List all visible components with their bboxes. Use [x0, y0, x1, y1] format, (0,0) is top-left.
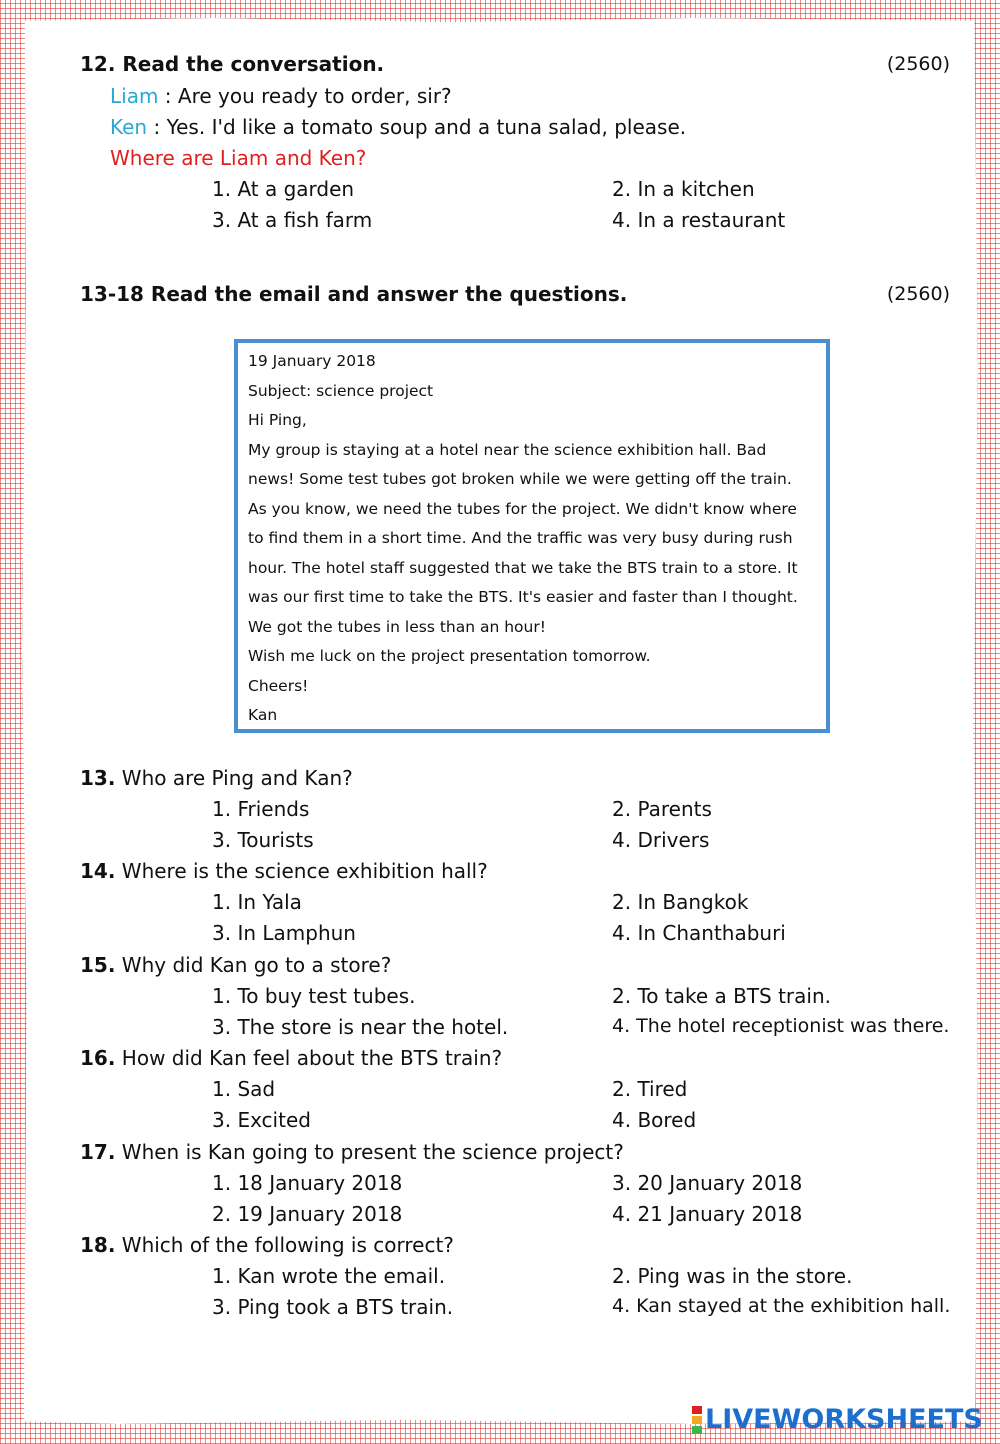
speaker-liam: Liam: [110, 84, 159, 108]
email-signoff: Cheers!: [248, 676, 309, 695]
q12-liam-line: [110, 84, 452, 108]
q16-option-2[interactable]: 2. Tired: [612, 1077, 688, 1101]
logo-icon: [692, 1405, 702, 1435]
q14-option-2[interactable]: 2. In Bangkok: [612, 890, 749, 914]
logo-text: LIVEWORKSHEETS: [705, 1404, 983, 1435]
question-text: Why did Kan go to a store?: [115, 953, 392, 977]
q16-option-1[interactable]: 1. Sad: [212, 1077, 276, 1101]
ken-text: : Yes. I'd like a tomato soup and a tuna salad, please.: [147, 115, 687, 139]
email-box: [234, 339, 830, 733]
question-text: Which of the following is correct?: [115, 1233, 454, 1257]
email-body-line: news! Some test tubes got broken while we were getting off the train.: [248, 470, 792, 488]
q18-option-3[interactable]: 3. Ping took a BTS train.: [212, 1295, 454, 1319]
section-year: (2560): [886, 283, 950, 305]
q13-option-4[interactable]: 4. Drivers: [612, 828, 710, 852]
q14-option-3[interactable]: 3. In Lamphun: [212, 921, 356, 945]
q15-option-2[interactable]: 2. To take a BTS train.: [612, 984, 831, 1008]
q14-option-4[interactable]: 4. In Chanthaburi: [612, 921, 786, 945]
q16-option-3[interactable]: 3. Excited: [212, 1108, 311, 1132]
q16-option-4[interactable]: 4. Bored: [612, 1108, 697, 1132]
question-text: Who are Ping and Kan?: [115, 766, 353, 790]
email-body-line: to find them in a short time. And the traffic was very busy during rush: [248, 529, 793, 547]
question-14: [80, 859, 488, 883]
q17-option-1[interactable]: 1. 18 January 2018: [212, 1171, 403, 1195]
liveworksheets-logo[interactable]: [692, 1404, 983, 1435]
q12-option-2[interactable]: 2. In a kitchen: [612, 177, 755, 201]
q12-year: (2560): [886, 53, 950, 75]
question-15: [80, 953, 391, 977]
q18-option-4[interactable]: 4. Kan stayed at the exhibition hall.: [612, 1295, 951, 1317]
email-body-line: was our first time to take the BTS. It's easier and faster than I thought.: [248, 588, 798, 606]
email-subject: Subject: science project: [248, 381, 434, 400]
q12-heading: 12. Read the conversation.: [80, 52, 385, 76]
question-18: [80, 1233, 454, 1257]
q13-option-1[interactable]: 1. Friends: [212, 797, 310, 821]
speaker-ken: Ken: [110, 115, 148, 139]
question-number: 13.: [80, 766, 116, 790]
question-number: 16.: [80, 1046, 116, 1070]
question-number: 15.: [80, 953, 116, 977]
email-body-line: hour. The hotel staff suggested that we take the BTS train to a store. It: [248, 558, 798, 577]
question-16: [80, 1046, 502, 1070]
q17-option-4[interactable]: 4. 21 January 2018: [612, 1202, 803, 1226]
question-number: 17.: [80, 1140, 116, 1164]
email-body-line: Wish me luck on the project presentation tomorrow.: [248, 647, 651, 665]
q12-option-4[interactable]: 4. In a restaurant: [612, 208, 786, 232]
q12-option-1[interactable]: 1. At a garden: [212, 177, 355, 201]
q15-option-4[interactable]: 4. The hotel receptionist was there.: [612, 1015, 950, 1037]
question-13: [80, 766, 353, 790]
email-body-line: We got the tubes in less than an hour!: [248, 617, 546, 636]
liam-text: : Are you ready to order, sir?: [158, 84, 452, 108]
q12-ken-line: [110, 115, 686, 139]
q15-option-3[interactable]: 3. The store is near the hotel.: [212, 1015, 509, 1039]
q12-question: Where are Liam and Ken?: [110, 146, 367, 170]
q17-option-3[interactable]: 3. 20 January 2018: [612, 1171, 803, 1195]
question-text: When is Kan going to present the science project?: [115, 1140, 624, 1164]
q18-option-2[interactable]: 2. Ping was in the store.: [612, 1264, 853, 1288]
email-signature: Kan: [248, 706, 278, 724]
q13-option-2[interactable]: 2. Parents: [612, 797, 712, 821]
q18-option-1[interactable]: 1. Kan wrote the email.: [212, 1264, 446, 1288]
section-heading: 13-18 Read the email and answer the questions.: [80, 282, 628, 306]
email-date: 19 January 2018: [248, 352, 376, 370]
q17-option-2[interactable]: 2. 19 January 2018: [212, 1202, 403, 1226]
question-number: 18.: [80, 1233, 116, 1257]
question-17: [80, 1140, 624, 1164]
email-body-line: My group is staying at a hotel near the science exhibition hall. Bad: [248, 440, 767, 459]
question-text: Where is the science exhibition hall?: [115, 859, 488, 883]
q12-option-3[interactable]: 3. At a fish farm: [212, 208, 373, 232]
email-body-line: As you know, we need the tubes for the project. We didn't know where: [248, 499, 797, 518]
email-greeting: Hi Ping,: [248, 411, 307, 429]
q14-option-1[interactable]: 1. In Yala: [212, 890, 302, 914]
q15-option-1[interactable]: 1. To buy test tubes.: [212, 984, 416, 1008]
question-number: 14.: [80, 859, 116, 883]
question-text: How did Kan feel about the BTS train?: [115, 1046, 503, 1070]
q13-option-3[interactable]: 3. Tourists: [212, 828, 314, 852]
